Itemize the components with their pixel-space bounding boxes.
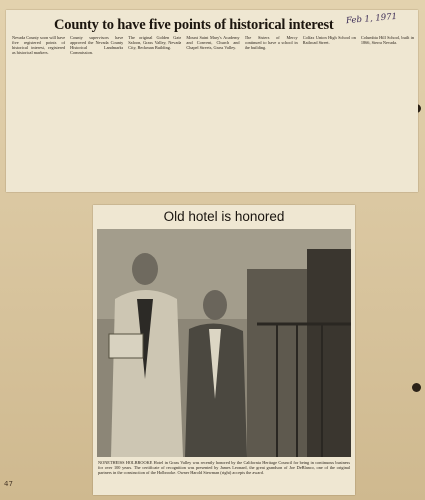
- photo-caption: NONETHEISS HOLBROOKE Hotel in Grass Valley was recently honored by the California Heritage Council for being in continuous business for over 100 years. The certificate of recognition was presented by James Leonard, the great grandson of Joe DeBlanco, one of the original partners in the construction of the Holbrooke. Owner Harold Stewman (right) accepts the award.: [98, 460, 350, 476]
- article-columns: [12, 35, 414, 187]
- article-column: Mount Saint Mary's Academy and Convent, Church and Chapel Streets, Grass Valley.: [186, 35, 240, 51]
- article-column: Colfax Union High School on Railroad Street.: [302, 35, 356, 46]
- article-column: The original Golden Gate Saloon, Grass Valley, Nevada City, Beckman Building.: [128, 35, 182, 51]
- page-corner-note: 47: [4, 480, 13, 488]
- article-column: County supervisors have approved the Nevada County Historical Landmarks Commission.: [70, 35, 124, 56]
- newspaper-clipping-top: [6, 10, 418, 192]
- clipping-headline: Old hotel is honored: [163, 209, 285, 224]
- article-column: Nevada County soon will have five registered points of historical interest, registered as historical markers.: [12, 35, 66, 56]
- binder-hole-bottom: [412, 383, 421, 392]
- newspaper-clipping-bottom: [93, 205, 355, 495]
- clipping-headline: County to have five points of historical interest: [54, 17, 334, 33]
- photo-two-men-icon: [97, 229, 351, 457]
- article-column: Columbia Hill School, built in 1866, Sierra Nevada.: [360, 35, 414, 46]
- handwritten-date: Feb 1, 1971: [345, 11, 398, 27]
- news-photo: [97, 229, 351, 457]
- article-column: The Sisters of Mercy continued to have a school in the building.: [244, 35, 298, 51]
